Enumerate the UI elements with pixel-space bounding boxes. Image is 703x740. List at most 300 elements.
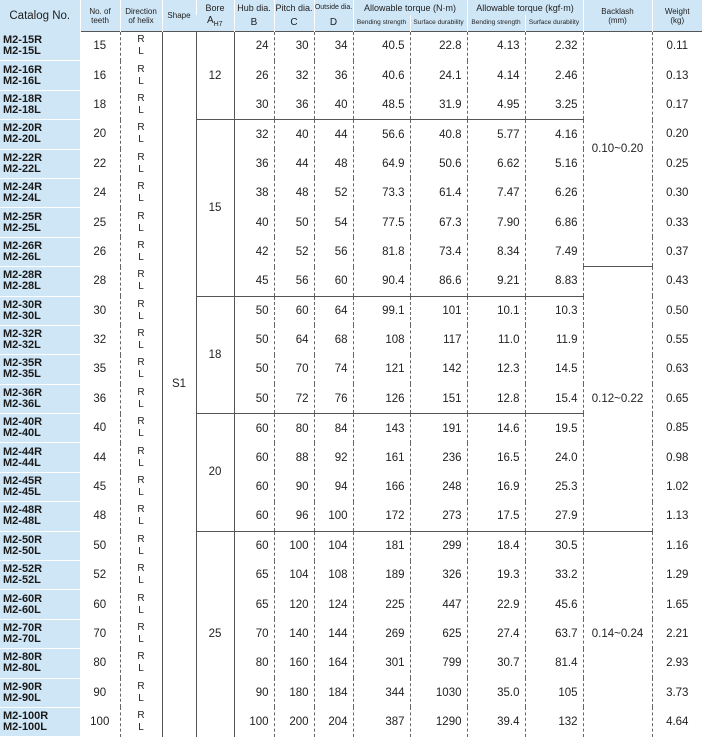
header-surface-durability-kgfm: Surface durability xyxy=(525,15,583,32)
weight-cell: 0.11 xyxy=(652,32,702,61)
helix-right-label: R xyxy=(137,210,145,222)
helix-cell xyxy=(120,443,162,472)
table-body xyxy=(0,32,702,737)
pitch-dia-cell: 200 xyxy=(274,707,314,736)
helix-cell xyxy=(120,237,162,266)
helix-cell xyxy=(120,208,162,237)
header-weight: Weight (kg) xyxy=(652,0,702,32)
outside-dia-cell: 184 xyxy=(314,678,353,707)
pitch-dia-cell: 64 xyxy=(274,325,314,354)
bending-strength-nm-cell: 387 xyxy=(353,707,410,736)
hub-dia-cell: 24 xyxy=(234,32,274,61)
bore-cell: 15 xyxy=(196,120,234,296)
pitch-dia-cell: 96 xyxy=(274,502,314,531)
weight-cell: 0.85 xyxy=(666,422,689,435)
teeth-cell: 36 xyxy=(80,384,120,413)
helix-left-label: L xyxy=(138,398,144,410)
helix-left-label: L xyxy=(138,663,144,675)
helix-left-label: L xyxy=(138,457,144,469)
catalog-no-right: M2-15R xyxy=(3,33,43,46)
catalog-no-right: M2-32R xyxy=(3,328,43,341)
teeth-cell: 80 xyxy=(80,649,120,678)
surface-durability-nm-cell: 625 xyxy=(410,619,467,648)
helix-right-label: R xyxy=(137,92,145,104)
outside-dia-cell: 124 xyxy=(314,590,353,619)
outside-dia-cell: 40 xyxy=(314,90,353,119)
surface-durability-kgfm-cell: 6.26 xyxy=(525,178,583,207)
outside-dia-cell: 64 xyxy=(314,296,353,325)
catalog-no-left: M2-35L xyxy=(3,368,41,381)
weight-cell: 0.55 xyxy=(666,334,689,347)
helix-left-label: L xyxy=(138,604,144,616)
surface-durability-kgfm-cell: 63.7 xyxy=(525,619,583,648)
teeth-cell: 60 xyxy=(80,590,120,619)
header-pitch-symbol: C xyxy=(274,15,314,32)
helix-right-label: R xyxy=(137,181,145,193)
backlash-cell: 0.14~0.24 xyxy=(583,531,652,737)
catalog-no-cell xyxy=(0,590,80,619)
teeth-cell: 35 xyxy=(80,355,120,384)
teeth-cell: 25 xyxy=(80,208,120,237)
surface-durability-nm-cell: 67.3 xyxy=(410,208,467,237)
bending-strength-kgfm-cell: 4.13 xyxy=(467,32,525,61)
catalog-no-left: M2-15L xyxy=(3,44,41,57)
pitch-dia-cell: 88 xyxy=(274,443,314,472)
catalog-no-cell xyxy=(0,649,80,678)
surface-durability-kgfm-cell: 6.86 xyxy=(525,208,583,237)
catalog-no-right: M2-50R xyxy=(3,533,43,546)
catalog-no-right: M2-24R xyxy=(3,181,43,194)
surface-durability-nm-cell: 50.6 xyxy=(410,149,467,178)
catalog-no-right: M2-16R xyxy=(3,63,43,76)
surface-durability-nm-cell: 447 xyxy=(410,590,467,619)
pitch-dia-cell: 80 xyxy=(274,414,314,443)
catalog-no-cell xyxy=(0,90,80,119)
surface-durability-nm-cell: 151 xyxy=(410,384,467,413)
weight-cell: 2.21 xyxy=(666,628,689,640)
surface-durability-kgfm-cell: 30.5 xyxy=(525,531,583,560)
catalog-no-left: M2-22L xyxy=(3,162,41,175)
bending-strength-kgfm-cell: 16.5 xyxy=(467,443,525,472)
weight-cell: 0.30 xyxy=(666,187,689,200)
outside-dia-cell: 36 xyxy=(314,61,353,90)
helix-left-label: L xyxy=(138,369,144,381)
pitch-dia-cell: 90 xyxy=(274,472,314,501)
header-allowable-torque-nm: Allowable torque (N·m) xyxy=(353,0,467,15)
catalog-no-left: M2-40L xyxy=(3,427,41,440)
helix-left-label: L xyxy=(138,281,144,293)
header-bore: Bore xyxy=(196,0,234,15)
weight-cell: 0.25 xyxy=(666,157,689,170)
catalog-no-left: M2-16L xyxy=(3,74,41,87)
weight-cell: 1.16 xyxy=(666,539,689,552)
catalog-no-left: M2-44L xyxy=(3,456,41,469)
hub-dia-cell: 60 xyxy=(234,531,274,560)
surface-durability-nm-cell: 101 xyxy=(410,296,467,325)
surface-durability-nm-cell: 40.8 xyxy=(410,120,467,149)
outside-dia-cell: 84 xyxy=(314,414,353,443)
outside-dia-cell: 76 xyxy=(314,384,353,413)
hub-dia-cell: 42 xyxy=(234,237,274,266)
outside-dia-cell: 68 xyxy=(314,325,353,354)
bending-strength-nm-cell: 64.9 xyxy=(353,149,410,178)
catalog-no-left: M2-80L xyxy=(3,662,41,675)
header-catalog-no: Catalog No. xyxy=(0,0,80,32)
helix-cell xyxy=(120,472,162,501)
outside-dia-cell: 94 xyxy=(314,472,353,501)
header-bore-tolerance: $A_{H7}$ xyxy=(196,15,234,32)
teeth-cell: 32 xyxy=(80,325,120,354)
surface-durability-kgfm-cell: 24.0 xyxy=(525,443,583,472)
weight-cell: 1.65 xyxy=(666,598,689,611)
catalog-no-left: M2-20L xyxy=(3,133,41,146)
pitch-dia-cell: 160 xyxy=(274,649,314,678)
helix-cell xyxy=(120,149,162,178)
teeth-cell: 100 xyxy=(80,707,120,736)
hub-dia-cell: 60 xyxy=(234,472,274,501)
helix-left-label: L xyxy=(138,134,144,146)
table-row xyxy=(0,32,702,61)
catalog-no-cell xyxy=(0,443,80,472)
outside-dia-cell: 204 xyxy=(314,707,353,736)
bending-strength-nm-cell: 161 xyxy=(353,443,410,472)
weight-cell: 0.50 xyxy=(666,304,689,317)
header-hub-symbol: B xyxy=(234,15,274,32)
hub-dia-cell: 60 xyxy=(234,414,274,443)
surface-durability-kgfm-cell: 25.3 xyxy=(525,472,583,501)
catalog-no-cell xyxy=(0,237,80,266)
outside-dia-cell: 54 xyxy=(314,208,353,237)
weight-cell: 1.13 xyxy=(666,510,689,523)
helix-right-label: R xyxy=(137,239,145,251)
surface-durability-kgfm-cell: 5.16 xyxy=(525,149,583,178)
pitch-dia-cell: 44 xyxy=(274,149,314,178)
catalog-no-left: M2-36L xyxy=(3,397,41,410)
shape-cell: S1 xyxy=(162,32,196,737)
surface-durability-kgfm-cell: 8.83 xyxy=(525,267,583,296)
helix-right-label: R xyxy=(137,298,145,310)
catalog-no-right: M2-18R xyxy=(3,92,43,105)
surface-durability-kgfm-cell: 2.32 xyxy=(525,32,583,61)
helix-cell xyxy=(120,296,162,325)
surface-durability-nm-cell: 191 xyxy=(410,414,467,443)
table-header xyxy=(0,0,702,32)
catalog-no-right: M2-80R xyxy=(3,651,43,664)
bending-strength-nm-cell: 56.6 xyxy=(353,120,410,149)
catalog-no-cell xyxy=(0,267,80,296)
catalog-no-left: M2-48L xyxy=(3,515,41,528)
bending-strength-kgfm-cell: 9.21 xyxy=(467,267,525,296)
catalog-no-right: M2-44R xyxy=(3,445,43,458)
surface-durability-kgfm-cell: 105 xyxy=(525,678,583,707)
helix-right-label: R xyxy=(137,328,145,340)
catalog-no-cell xyxy=(0,325,80,354)
bending-strength-kgfm-cell: 27.4 xyxy=(467,619,525,648)
pitch-dia-cell: 30 xyxy=(274,32,314,61)
helix-right-label: R xyxy=(137,563,145,575)
outside-dia-cell: 144 xyxy=(314,619,353,648)
header-hub-dia: Hub dia. xyxy=(234,0,274,15)
pitch-dia-cell: 60 xyxy=(274,296,314,325)
helix-cell xyxy=(120,531,162,560)
backlash-cell: 0.10~0.20 xyxy=(583,32,652,267)
hub-dia-cell: 40 xyxy=(234,208,274,237)
bending-strength-nm-cell: 225 xyxy=(353,590,410,619)
catalog-no-cell xyxy=(0,208,80,237)
outside-dia-cell: 48 xyxy=(314,149,353,178)
teeth-cell: 70 xyxy=(80,619,120,648)
helix-right-label: R xyxy=(137,622,145,633)
helix-left-label: L xyxy=(138,251,144,263)
weight-cell: 0.43 xyxy=(666,275,689,288)
teeth-cell: 26 xyxy=(80,237,120,266)
helix-right-label: R xyxy=(137,680,145,692)
helix-right-label: R xyxy=(137,592,145,604)
hub-dia-cell: 80 xyxy=(234,649,274,678)
bending-strength-kgfm-cell: 4.14 xyxy=(467,61,525,90)
catalog-no-cell xyxy=(0,678,80,707)
catalog-no-left: M2-52L xyxy=(3,574,41,587)
catalog-no-cell xyxy=(0,561,80,590)
pitch-dia-cell: 140 xyxy=(274,619,314,648)
surface-durability-kgfm-cell: 19.5 xyxy=(525,414,583,443)
teeth-cell: 40 xyxy=(80,414,120,443)
catalog-no-cell xyxy=(0,414,80,443)
weight-cell: 0.13 xyxy=(666,69,689,82)
outside-dia-cell: 104 xyxy=(314,531,353,560)
helix-left-label: L xyxy=(138,575,144,587)
bore-cell: 25 xyxy=(196,531,234,737)
bending-strength-nm-cell: 344 xyxy=(353,678,410,707)
weight-cell: 0.17 xyxy=(666,98,689,111)
helix-left-label: L xyxy=(138,692,144,704)
outside-dia-cell: 164 xyxy=(314,649,353,678)
weight-cell: 0.37 xyxy=(666,245,689,258)
catalog-no-cell xyxy=(0,149,80,178)
hub-dia-cell: 30 xyxy=(234,90,274,119)
hub-dia-cell: 60 xyxy=(234,502,274,531)
weight-cell: 1.02 xyxy=(666,481,689,494)
surface-durability-kgfm-cell: 15.4 xyxy=(525,384,583,413)
surface-durability-nm-cell: 61.4 xyxy=(410,178,467,207)
surface-durability-nm-cell: 1030 xyxy=(410,678,467,707)
bore-cell: 18 xyxy=(196,296,234,414)
hub-dia-cell: 32 xyxy=(234,120,274,149)
helix-left-label: L xyxy=(138,75,144,87)
outside-dia-cell: 74 xyxy=(314,355,353,384)
helix-right-label: R xyxy=(137,710,145,722)
outside-dia-cell: 44 xyxy=(314,120,353,149)
catalog-no-left: M2-100L xyxy=(3,721,48,734)
header-bending-strength-nm: Bending strength xyxy=(353,15,410,32)
bending-strength-kgfm-cell: 35.0 xyxy=(467,678,525,707)
bending-strength-kgfm-cell: 12.3 xyxy=(467,355,525,384)
hub-dia-cell: 65 xyxy=(234,590,274,619)
bending-strength-kgfm-cell: 7.47 xyxy=(467,178,525,207)
bending-strength-kgfm-cell: 19.3 xyxy=(467,561,525,590)
bending-strength-nm-cell: 143 xyxy=(353,414,410,443)
catalog-no-cell xyxy=(0,178,80,207)
catalog-no-left: M2-25L xyxy=(3,221,41,234)
surface-durability-kgfm-cell: 4.16 xyxy=(525,120,583,149)
outside-dia-cell: 92 xyxy=(314,443,353,472)
teeth-cell: 52 xyxy=(80,561,120,590)
catalog-no-right: M2-30R xyxy=(3,298,43,311)
helix-right-label: R xyxy=(137,34,145,46)
bending-strength-kgfm-cell: 22.9 xyxy=(467,590,525,619)
catalog-no-left: M2-26L xyxy=(3,250,41,263)
catalog-no-cell xyxy=(0,472,80,501)
catalog-no-cell xyxy=(0,502,80,531)
hub-dia-cell: 70 xyxy=(234,619,274,648)
catalog-no-right: M2-70R xyxy=(3,622,43,634)
weight-cell: 0.98 xyxy=(666,451,689,464)
surface-durability-kgfm-cell: 2.46 xyxy=(525,61,583,90)
weight-cell: 4.64 xyxy=(666,716,689,729)
helix-cell xyxy=(120,325,162,354)
helix-cell xyxy=(120,619,162,648)
catalog-no-right: M2-26R xyxy=(3,239,43,252)
pitch-dia-cell: 32 xyxy=(274,61,314,90)
bending-strength-kgfm-cell: 6.62 xyxy=(467,149,525,178)
weight-cell: 1.29 xyxy=(666,569,689,582)
catalog-no-left: M2-45L xyxy=(3,486,41,499)
bending-strength-kgfm-cell: 7.90 xyxy=(467,208,525,237)
helix-left-label: L xyxy=(138,46,144,58)
helix-cell xyxy=(120,355,162,384)
helix-left-label: L xyxy=(138,428,144,440)
outside-dia-cell: 100 xyxy=(314,502,353,531)
bending-strength-kgfm-cell: 5.77 xyxy=(467,120,525,149)
bending-strength-nm-cell: 77.5 xyxy=(353,208,410,237)
outside-dia-cell: 34 xyxy=(314,32,353,61)
helix-right-label: R xyxy=(137,533,145,545)
surface-durability-kgfm-cell: 81.4 xyxy=(525,649,583,678)
pitch-dia-cell: 70 xyxy=(274,355,314,384)
catalog-no-cell xyxy=(0,355,80,384)
hub-dia-cell: 50 xyxy=(234,325,274,354)
surface-durability-nm-cell: 273 xyxy=(410,502,467,531)
weight-cell: 3.73 xyxy=(666,686,689,699)
helix-left-label: L xyxy=(138,222,144,234)
bending-strength-nm-cell: 40.5 xyxy=(353,32,410,61)
helix-right-label: R xyxy=(137,445,145,457)
helix-left-label: L xyxy=(138,310,144,322)
catalog-no-cell xyxy=(0,32,80,61)
helix-left-label: L xyxy=(138,104,144,116)
catalog-no-right: M2-45R xyxy=(3,475,43,488)
pitch-dia-cell: 36 xyxy=(274,90,314,119)
bending-strength-nm-cell: 48.5 xyxy=(353,90,410,119)
surface-durability-kgfm-cell: 3.25 xyxy=(525,90,583,119)
catalog-no-right: M2-35R xyxy=(3,357,43,370)
header-pitch-dia: Pitch dia. xyxy=(274,0,314,15)
helix-right-label: R xyxy=(137,63,145,75)
bending-strength-nm-cell: 126 xyxy=(353,384,410,413)
bending-strength-nm-cell: 166 xyxy=(353,472,410,501)
helix-left-label: L xyxy=(138,545,144,557)
helix-cell xyxy=(120,678,162,707)
helix-right-label: R xyxy=(137,416,145,428)
helix-left-label: L xyxy=(138,634,144,645)
hub-dia-cell: 45 xyxy=(234,267,274,296)
bending-strength-kgfm-cell: 16.9 xyxy=(467,472,525,501)
helix-right-label: R xyxy=(137,357,145,369)
bending-strength-kgfm-cell: 18.4 xyxy=(467,531,525,560)
bending-strength-kgfm-cell: 14.6 xyxy=(467,414,525,443)
catalog-no-left: M2-18L xyxy=(3,103,41,116)
helix-cell xyxy=(120,384,162,413)
bending-strength-kgfm-cell: 4.95 xyxy=(467,90,525,119)
surface-durability-kgfm-cell: 45.6 xyxy=(525,590,583,619)
pitch-dia-cell: 120 xyxy=(274,590,314,619)
header-outside-dia: Outside dia. xyxy=(314,0,353,15)
teeth-cell: 22 xyxy=(80,149,120,178)
bending-strength-nm-cell: 121 xyxy=(353,355,410,384)
catalog-no-cell xyxy=(0,296,80,325)
catalog-no-right: M2-52R xyxy=(3,563,43,576)
pitch-dia-cell: 48 xyxy=(274,178,314,207)
helix-right-label: R xyxy=(137,122,145,134)
helix-left-label: L xyxy=(138,163,144,175)
teeth-cell: 24 xyxy=(80,178,120,207)
teeth-cell: 48 xyxy=(80,502,120,531)
hub-dia-cell: 90 xyxy=(234,678,274,707)
surface-durability-nm-cell: 73.4 xyxy=(410,237,467,266)
helix-cell xyxy=(120,561,162,590)
catalog-no-cell xyxy=(0,384,80,413)
catalog-no-right: M2-90R xyxy=(3,680,43,693)
surface-durability-nm-cell: 299 xyxy=(410,531,467,560)
bending-strength-nm-cell: 181 xyxy=(353,531,410,560)
surface-durability-kgfm-cell: 14.5 xyxy=(525,355,583,384)
teeth-cell: 28 xyxy=(80,267,120,296)
bending-strength-nm-cell: 73.3 xyxy=(353,178,410,207)
catalog-no-right: M2-25R xyxy=(3,210,43,223)
header-bending-strength-kgfm: Bending strength xyxy=(467,15,525,32)
helix-cell xyxy=(120,32,162,61)
teeth-cell: 50 xyxy=(80,531,120,560)
bending-strength-kgfm-cell: 39.4 xyxy=(467,707,525,736)
catalog-no-left: M2-30L xyxy=(3,309,41,322)
hub-dia-cell: 60 xyxy=(234,443,274,472)
helix-cell xyxy=(120,707,162,736)
surface-durability-nm-cell: 236 xyxy=(410,443,467,472)
catalog-no-right: M2-48R xyxy=(3,504,43,517)
helix-left-label: L xyxy=(138,516,144,528)
surface-durability-kgfm-cell: 132 xyxy=(525,707,583,736)
surface-durability-kgfm-cell: 10.3 xyxy=(525,296,583,325)
surface-durability-nm-cell: 117 xyxy=(410,325,467,354)
bending-strength-nm-cell: 172 xyxy=(353,502,410,531)
catalog-no-right: M2-20R xyxy=(3,122,43,135)
surface-durability-nm-cell: 1290 xyxy=(410,707,467,736)
bending-strength-nm-cell: 99.1 xyxy=(353,296,410,325)
catalog-no-right: M2-36R xyxy=(3,386,43,399)
teeth-cell: 15 xyxy=(80,32,120,61)
bore-cell: 12 xyxy=(196,32,234,120)
catalog-no-left: M2-28L xyxy=(3,280,41,293)
surface-durability-nm-cell: 24.1 xyxy=(410,61,467,90)
header-backlash: Backlash (mm) xyxy=(583,0,652,32)
table-row xyxy=(0,531,702,560)
catalog-no-left: M2-50L xyxy=(3,544,41,557)
surface-durability-nm-cell: 22.8 xyxy=(410,32,467,61)
surface-durability-nm-cell: 31.9 xyxy=(410,90,467,119)
helix-left-label: L xyxy=(138,487,144,499)
header-outside-symbol: D xyxy=(314,15,353,32)
bending-strength-kgfm-cell: 8.34 xyxy=(467,237,525,266)
